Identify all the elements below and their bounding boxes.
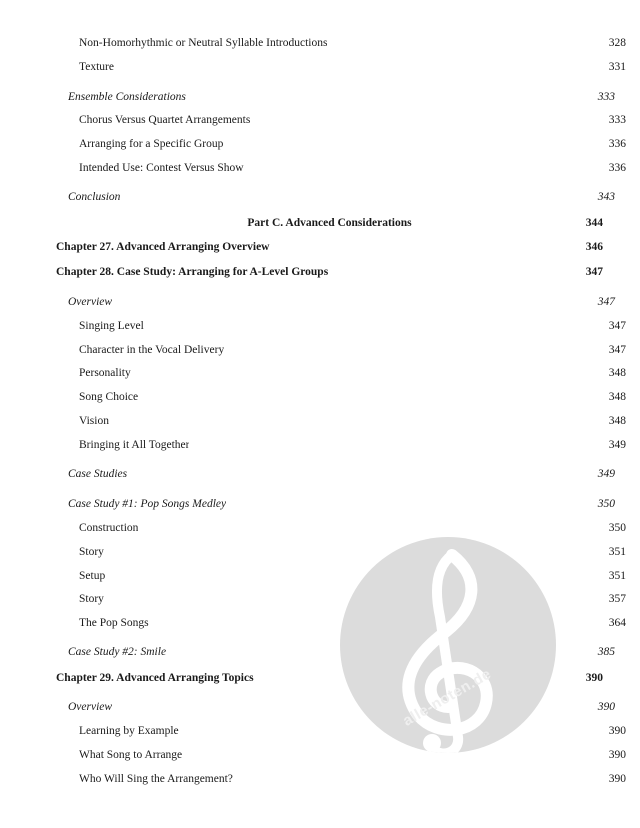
toc-page-number: 351 (608, 570, 626, 582)
toc-title: Texture (79, 61, 114, 73)
toc-title: Intended Use: Contest Versus Show (79, 162, 244, 174)
toc-section[interactable] (56, 497, 615, 511)
toc-title: Character in the Vocal Delivery (79, 344, 225, 356)
toc-page-number: 349 (597, 468, 615, 480)
toc-page-number: 336 (608, 162, 626, 174)
toc-entry[interactable] (56, 724, 626, 738)
toc-title: Conclusion (68, 191, 121, 203)
toc-page-number: 348 (608, 367, 626, 379)
toc-page-number: 357 (608, 593, 626, 605)
toc-page-number: 390 (608, 773, 626, 785)
toc-page-number: 347 (585, 266, 603, 278)
toc-entry[interactable] (56, 161, 626, 175)
toc-entry[interactable] (56, 113, 626, 127)
toc-page-number: 343 (597, 191, 615, 203)
toc-title: Overview (68, 701, 113, 713)
toc-section[interactable] (56, 467, 615, 481)
toc-title: Song Choice (79, 391, 139, 403)
toc-section[interactable] (56, 190, 615, 204)
toc-page-number: 349 (608, 439, 626, 451)
toc-page-number: 348 (608, 415, 626, 427)
toc-entry[interactable] (56, 343, 626, 357)
toc-entry[interactable] (56, 545, 626, 559)
toc-page-number: 346 (585, 241, 603, 253)
toc-entry[interactable] (56, 390, 626, 404)
toc-title: Story (79, 546, 104, 558)
toc-page-number: 333 (608, 114, 626, 126)
toc-title: Vision (79, 415, 109, 427)
toc-page-number: 347 (608, 344, 626, 356)
toc-page-number: 344 (585, 217, 603, 229)
treble-clef-icon (340, 537, 556, 753)
toc-page-number: 347 (597, 296, 615, 308)
toc-title: Non-Homorhythmic or Neutral Syllable Introductions (79, 37, 328, 49)
toc-title: Who Will Sing the Arrangement? (79, 773, 233, 785)
toc-page-number: 364 (608, 617, 626, 629)
toc-title: Case Studies (68, 468, 128, 480)
toc-entry[interactable] (56, 438, 626, 452)
toc-title: Singing Level (79, 320, 144, 332)
watermark-disc (340, 537, 556, 753)
toc-section[interactable] (56, 90, 615, 104)
toc-page-number: 390 (585, 672, 603, 684)
toc-page-number: 350 (608, 522, 626, 534)
toc-title: Case Study #2: Smile (68, 646, 167, 658)
toc-title: Setup (79, 570, 106, 582)
toc-entry[interactable] (56, 60, 626, 74)
toc-page-number: 328 (608, 37, 626, 49)
toc-part[interactable] (56, 216, 603, 230)
toc-entry[interactable] (56, 36, 626, 50)
toc-title: Bringing it All Together (79, 439, 190, 451)
toc-entry[interactable] (56, 366, 626, 380)
toc-chapter[interactable] (56, 240, 603, 254)
toc-page-number: 331 (608, 61, 626, 73)
toc-page-number: 347 (608, 320, 626, 332)
toc-title: Part C. Advanced Considerations (247, 217, 412, 229)
toc-title: Chorus Versus Quartet Arrangements (79, 114, 251, 126)
toc-title: Construction (79, 522, 139, 534)
toc-page-number: 390 (597, 701, 615, 713)
toc-page-number: 348 (608, 391, 626, 403)
toc-entry[interactable] (56, 319, 626, 333)
toc-title: Ensemble Considerations (68, 91, 186, 103)
toc-title: Chapter 27. Advanced Arranging Overview (56, 241, 270, 253)
toc-entry[interactable] (56, 748, 626, 762)
toc-entry[interactable] (56, 137, 626, 151)
toc-page-number: 390 (608, 725, 626, 737)
toc-entry[interactable] (56, 521, 626, 535)
toc-page-number: 390 (608, 749, 626, 761)
toc-section[interactable] (56, 295, 615, 309)
toc-title: The Pop Songs (79, 617, 149, 629)
toc-page-number: 336 (608, 138, 626, 150)
watermark-text: alle-noten.de (400, 665, 495, 730)
toc-title: Arranging for a Specific Group (79, 138, 224, 150)
toc-entry[interactable] (56, 414, 626, 428)
toc-entry[interactable] (56, 569, 626, 583)
toc-title: Personality (79, 367, 131, 379)
toc-chapter[interactable] (56, 265, 603, 279)
toc-title: Learning by Example (79, 725, 179, 737)
toc-title: Story (79, 593, 104, 605)
toc-title: What Song to Arrange (79, 749, 183, 761)
toc-title: Chapter 29. Advanced Arranging Topics (56, 672, 254, 684)
toc-entry[interactable] (56, 772, 626, 786)
toc-page-number: 351 (608, 546, 626, 558)
toc-page-number: 385 (597, 646, 615, 658)
toc-page-number: 350 (597, 498, 615, 510)
toc-title: Case Study #1: Pop Songs Medley (68, 498, 227, 510)
toc-title: Chapter 28. Case Study: Arranging for A-Level Groups (56, 266, 329, 278)
toc-title: Overview (68, 296, 113, 308)
toc-page-number: 333 (597, 91, 615, 103)
